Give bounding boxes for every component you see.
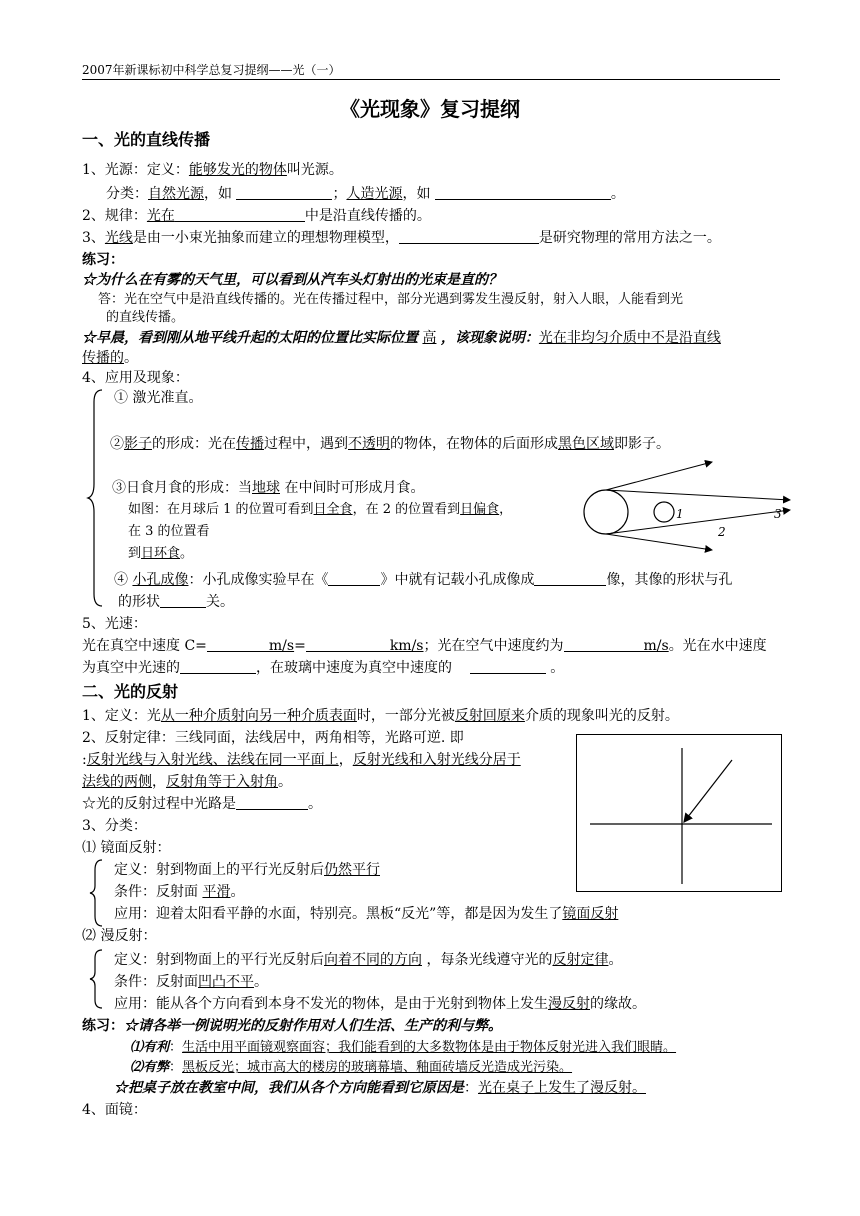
answer-blank: [236, 185, 332, 200]
text-line: 传播的。: [82, 350, 138, 366]
answer-blank: [236, 795, 308, 810]
label-3: 3: [774, 507, 782, 521]
text-line: 2、规律：光在 中是沿直线传播的。: [82, 208, 431, 224]
text-line: 1、定义：光从一种介质射向另一种介质表面时，一部分光被反射回原来介质的现象叫光的反射。: [82, 708, 679, 724]
text-line: 光在真空中速度 C= m/s= km/s；光在空气中速度约为 m/s。光在水中速度: [82, 638, 767, 654]
answer-blank: [207, 637, 269, 652]
text-line: 应用：迎着太阳看平静的水面，特别亮。黑板“反光”等，都是因为发生了镜面反射: [114, 906, 619, 922]
text-line: 定义：射到物面上的平行光反射后向着不同的方向 ，每条光线遵守光的反射定律。: [114, 952, 623, 968]
text-line: 3、分类：: [82, 818, 147, 834]
text-line: 在 3 的位置看: [128, 524, 210, 539]
answer-blank: [160, 593, 206, 608]
section-heading-2: 二、光的反射: [82, 682, 179, 701]
text-line: 条件：反射面 平滑。: [114, 884, 245, 900]
label-2: 2: [718, 525, 726, 539]
text-line: 条件：反射面凹凸不平。: [114, 974, 268, 990]
eclipse-diagram: [580, 460, 800, 560]
moon-circle: [654, 502, 674, 522]
text-line: ① 激光准直。: [114, 390, 203, 406]
header-rule: [82, 79, 780, 80]
answer-blank: [180, 659, 256, 674]
text-line: ⑵有弊：黑板反光；城市高大的楼房的玻璃幕墙、釉面砖墙反光造成光污染。: [130, 1060, 573, 1075]
practice-label: 练习：: [82, 252, 124, 268]
page-header: 2007年新课标初中科学总复习提纲——光（一）: [82, 63, 341, 77]
reflection-diagram: [576, 734, 782, 892]
text-line: 2、反射定律：三线同面，法线居中，两角相等，光路可逆. 即: [82, 730, 464, 746]
answer-blank: [470, 659, 546, 674]
answer-blank: [328, 571, 380, 586]
text-line: ③日食月食的形成：当地球 在中间时可形成月食。: [112, 480, 425, 496]
text-line: 5、光速：: [82, 616, 147, 632]
question: ☆为什么在有雾的天气里，可以看到从汽车头灯射出的光束是直的？: [82, 272, 502, 288]
answer-blank: [306, 637, 390, 652]
answer-line: 答：光在空气中是沿直线传播的。光在传播过程中，部分光遇到雾发生漫反射，射入人眼，人能看到光: [98, 292, 684, 307]
answer-blank: [175, 207, 305, 222]
text-line: 3、光线是由一小束光抽象而建立的理想物理模型， 是研究物理的常用方法之一。: [82, 230, 721, 246]
text-line: ⑵ 漫反射：: [82, 928, 157, 944]
answer-blank: [534, 571, 606, 586]
section-heading-1: 一、光的直线传播: [82, 130, 211, 149]
text-line: 4、应用及现象：: [82, 370, 189, 386]
text-line: 1、光源：定义：能够发光的物体叫光源。: [82, 162, 343, 178]
text-line: ☆光的反射过程中光路是 。: [82, 796, 322, 812]
label-1: 1: [676, 507, 684, 521]
brace-bracket: [88, 858, 104, 928]
answer-blank: [435, 185, 611, 200]
text-line: 应用：能从各个方向看到本身不发光的物体，是由于光射到物体上发生漫反射的缘故。: [114, 996, 646, 1012]
text-line: 的形状 关。: [118, 594, 234, 610]
text-line: :反射光线与入射光线、法线在同一平面上，反射光线和入射光线分居于: [82, 752, 521, 768]
brace-bracket: [86, 388, 106, 608]
answer-blank: [399, 229, 539, 244]
text-line: 4、面镜：: [82, 1102, 147, 1118]
brace-bracket: [88, 948, 104, 1010]
answer-line: 的直线传播。: [106, 310, 185, 325]
sun-circle: [584, 490, 628, 534]
text-line: 如图：在月球后 1 的位置可看到日全食，在 2 的位置看到日偏食，: [128, 502, 513, 517]
text-line: 练习：☆请各举一例说明光的反射作用对人们生活、生产的利与弊。: [82, 1018, 502, 1034]
text-line: ⑴ 镜面反射：: [82, 840, 171, 856]
text-line: ⑴有利：生活中用平面镜观察面容；我们能看到的大多数物体是由于物体反射光进入我们眼睛。: [130, 1040, 677, 1055]
text-line: 法线的两侧，反射角等于入射角。: [82, 774, 292, 790]
text-line: 分类：自然光源，如 ；人造光源，如 。: [106, 186, 625, 202]
text-line: 定义：射到物面上的平行光反射后仍然平行: [114, 862, 380, 878]
answer-blank: [564, 637, 644, 652]
text-line: 到日环食。: [128, 546, 194, 561]
page-title: 《光现象》复习提纲: [340, 97, 520, 121]
text-line: ☆早晨，看到刚从地平线升起的太阳的位置比实际位置 高 ，该现象说明：光在非均匀介质中不是沿直线: [82, 330, 721, 346]
text-line: 为真空中光速的 ，在玻璃中速度为真空中速度的 。: [82, 660, 565, 676]
text-line: ④ 小孔成像：小孔成像实验早在《 》中就有记载小孔成像成 像，其像的形状与孔: [114, 572, 733, 588]
text-line: ☆把桌子放在教室中间，我们从各个方向能看到它原因是：光在桌子上发生了漫反射。: [114, 1080, 646, 1096]
text-line: ②影子的形成：光在传播过程中，遇到不透明的物体，在物体的后面形成黑色区域即影子。: [110, 436, 670, 452]
